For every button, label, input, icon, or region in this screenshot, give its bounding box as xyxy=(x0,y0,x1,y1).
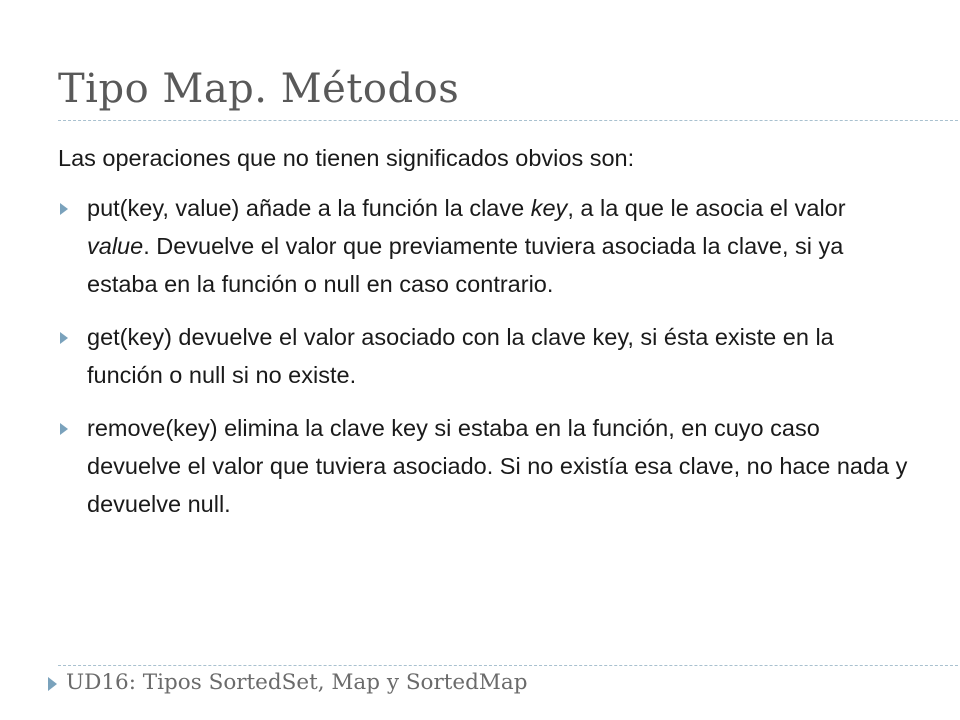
triangle-bullet-icon xyxy=(60,332,68,344)
bullet-get xyxy=(58,318,908,394)
bullet-list xyxy=(58,189,908,523)
bullet-put-text-2: , a la que le asocia el valor xyxy=(567,195,846,221)
slide-content xyxy=(58,141,908,538)
bullet-put-value: value xyxy=(87,233,144,259)
bullet-put-key: key xyxy=(530,195,568,221)
bullet-put xyxy=(58,189,908,303)
bullet-put-text-1: put(key, value) añade a la función la clave xyxy=(87,195,531,221)
triangle-bullet-icon xyxy=(60,203,68,215)
bullet-remove-text: remove(key) elimina la clave key si estaba en la función, en cuyo caso devuelve el valor que tuviera asociado. Si no existía esa clave, no hace nada y devuelve null. xyxy=(87,415,908,517)
footer-divider xyxy=(58,665,960,666)
triangle-footer-icon xyxy=(48,677,57,691)
intro-text: Las operaciones que no tienen significados obvios son: xyxy=(58,145,635,171)
title-divider xyxy=(58,120,960,121)
footer-text: UD16: Tipos SortedSet, Map y SortedMap xyxy=(66,670,528,695)
bullet-remove xyxy=(58,409,908,523)
triangle-bullet-icon xyxy=(60,423,68,435)
bullet-put-text-3: . Devuelve el valor que previamente tuviera asociada la clave, si ya estaba en la función o null en caso contrario. xyxy=(87,233,844,297)
slide-title: Tipo Map. Métodos xyxy=(58,66,460,112)
bullet-get-text: get(key) devuelve el valor asociado con la clave key, si ésta existe en la función o null si no existe. xyxy=(87,324,834,388)
